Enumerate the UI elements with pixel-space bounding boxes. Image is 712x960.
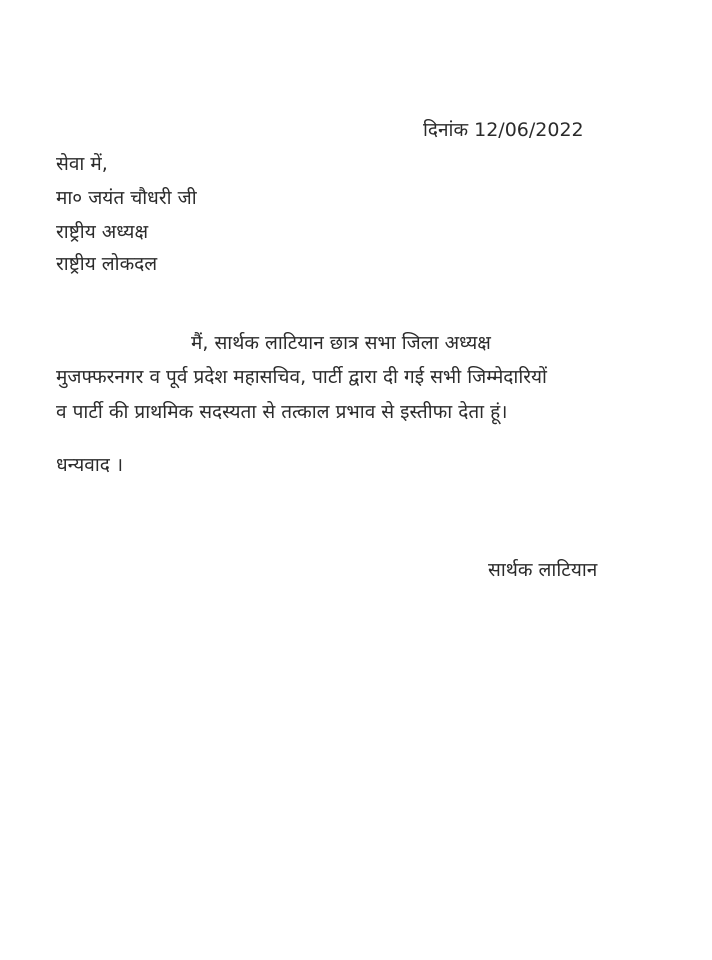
date-label: दिनांक [423, 119, 469, 141]
recipient-designation: राष्ट्रीय अध्यक्ष [56, 221, 149, 243]
recipient-name: मा० जयंत चौधरी जी [56, 187, 197, 209]
closing-thanks: धन्यवाद । [56, 454, 124, 476]
body-line-1: मैं, सार्थक लाटियान छात्र सभा जिला अध्यक्ष [191, 332, 491, 354]
date-line [423, 117, 584, 143]
recipient-organization: राष्ट्रीय लोकदल [56, 253, 158, 275]
date-value: 12/06/2022 [474, 119, 584, 141]
salutation: सेवा में, [56, 153, 108, 175]
body-line-3: व पार्टी की प्राथमिक सदस्यता से तत्काल प्रभाव से इस्तीफा देता हूं। [56, 401, 508, 423]
signature-name: सार्थक लाटियान [488, 559, 598, 581]
body-line-2: मुजफ्फरनगर व पूर्व प्रदेश महासचिव, पार्टी द्वारा दी गई सभी जिम्मेदारियों [56, 366, 547, 388]
